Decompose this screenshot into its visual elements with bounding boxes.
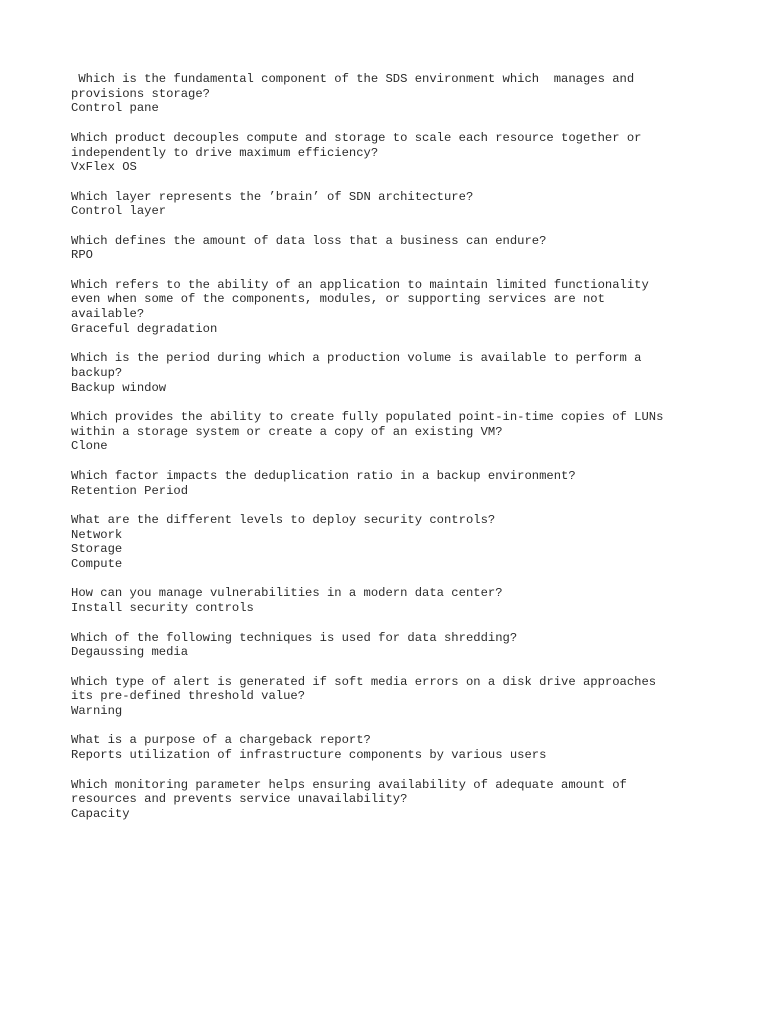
answer-line: Clone (71, 439, 108, 454)
answer-line: RPO (71, 248, 93, 263)
question-line: Which is the period during which a production volume is available to perform a (71, 351, 642, 366)
qa-item (71, 586, 711, 615)
question-line: Which layer represents the ’brain’ of SDN architecture? (71, 189, 474, 204)
question-line: available? (71, 307, 145, 322)
question-line: Which factor impacts the deduplication ratio in a backup environment? (71, 468, 576, 483)
answer-line: Backup window (71, 380, 167, 395)
question-line: independently to drive maximum efficiency? (71, 145, 379, 160)
qa-item (71, 631, 711, 660)
question-line: provisions storage? (71, 86, 210, 101)
question-line: How can you manage vulnerabilities in a modern data center? (71, 586, 503, 601)
qa-item (71, 675, 711, 719)
question-line: Which product decouples compute and storage to scale each resource together or (71, 130, 642, 145)
answer-line: Graceful degradation (71, 321, 218, 336)
answer-line: Install security controls (71, 601, 254, 616)
qa-item (71, 131, 711, 175)
qa-item (71, 234, 711, 263)
qa-item (71, 190, 711, 219)
question-line: backup? (71, 365, 123, 380)
question-line: What is a purpose of a chargeback report? (71, 733, 371, 748)
qa-item (71, 513, 711, 572)
answer-line: Retention Period (71, 483, 189, 498)
answer-line: Storage (71, 542, 123, 557)
qa-item (71, 72, 711, 116)
question-line: Which monitoring parameter helps ensuring availability of adequate amount of (71, 777, 627, 792)
question-line: resources and prevents service unavailability? (71, 792, 408, 807)
question-line: within a storage system or create a copy of an existing VM? (71, 424, 503, 439)
question-line: Which is the fundamental component of the SDS environment which manages and (71, 72, 635, 86)
question-line: What are the different levels to deploy security controls? (71, 512, 496, 527)
answer-line: Degaussing media (71, 645, 189, 660)
qa-item (71, 778, 711, 822)
document-page (71, 72, 711, 836)
question-line: Which defines the amount of data loss that a business can endure? (71, 233, 547, 248)
question-line: Which of the following techniques is used for data shredding? (71, 630, 518, 645)
answer-line: Warning (71, 704, 123, 719)
qa-item (71, 733, 711, 762)
qa-item (71, 278, 711, 337)
answer-line: Control pane (71, 101, 159, 116)
answer-line: VxFlex OS (71, 160, 137, 175)
qa-item (71, 351, 711, 395)
answer-line: Compute (71, 557, 123, 572)
question-line: Which type of alert is generated if soft media errors on a disk drive approaches (71, 674, 657, 689)
qa-item (71, 469, 711, 498)
question-line: its pre-defined threshold value? (71, 689, 306, 704)
answer-line: Reports utilization of infrastructure components by various users (71, 748, 547, 763)
answer-line: Network (71, 527, 123, 542)
question-line: Which refers to the ability of an application to maintain limited functionality (71, 277, 649, 292)
answer-line: Capacity (71, 806, 130, 821)
answer-line: Control layer (71, 204, 167, 219)
qa-item (71, 410, 711, 454)
question-line: even when some of the components, modules, or supporting services are not (71, 292, 605, 307)
question-line: Which provides the ability to create fully populated point-in-time copies of LUNs (71, 410, 664, 425)
